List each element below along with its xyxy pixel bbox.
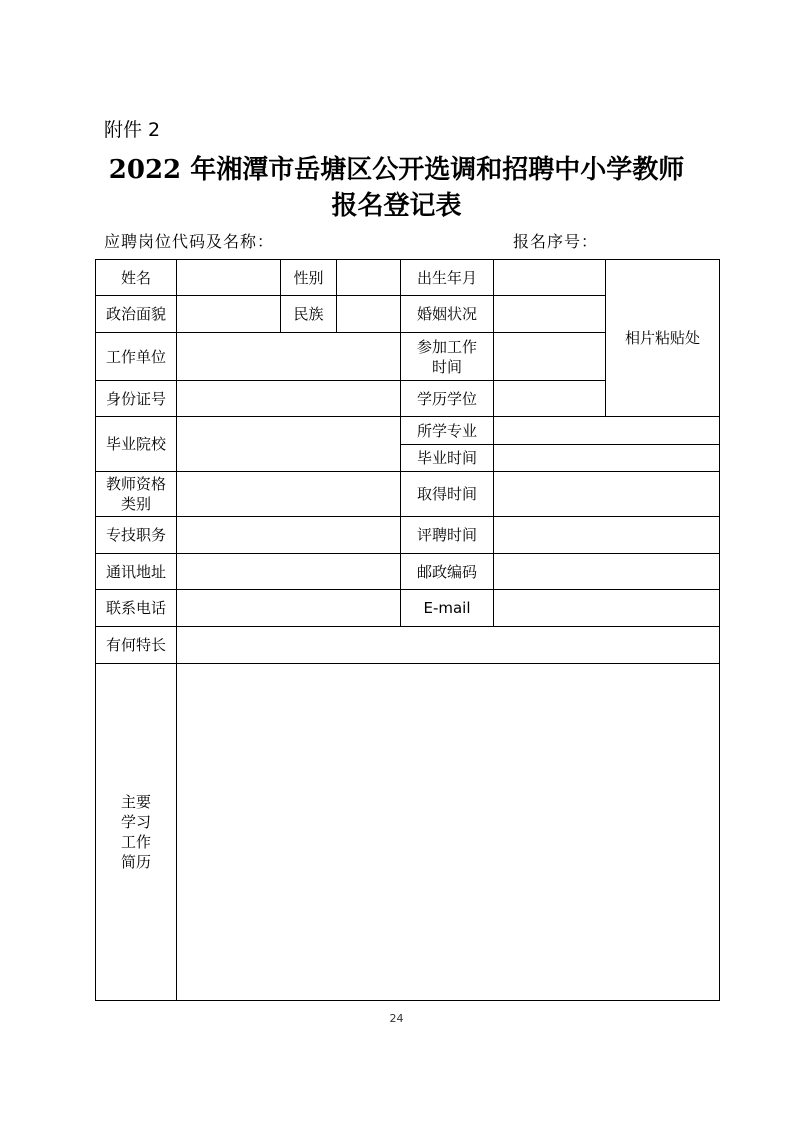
degree-field[interactable]	[494, 381, 606, 417]
teacher-cert-label-line1: 教师资格	[105, 475, 166, 493]
email-label: E-mail	[401, 590, 494, 627]
ethnicity-label: 民族	[281, 296, 337, 333]
title-position-label: 专技职务	[96, 517, 177, 554]
address-field[interactable]	[177, 554, 401, 590]
birth-field[interactable]	[494, 260, 606, 296]
obtain-time-label: 取得时间	[401, 472, 494, 517]
resume-label-line4: 简历	[120, 853, 151, 871]
serial-number-label: 报名序号：	[513, 232, 599, 251]
ethnicity-field[interactable]	[337, 296, 401, 333]
marital-label: 婚姻状况	[401, 296, 494, 333]
work-start-label	[401, 333, 494, 381]
resume-field[interactable]	[177, 664, 720, 1001]
school-label: 毕业院校	[96, 417, 177, 472]
title-position-field[interactable]	[177, 517, 401, 554]
work-start-field[interactable]	[494, 333, 606, 381]
major-field[interactable]	[494, 417, 720, 445]
teacher-cert-field[interactable]	[177, 472, 401, 517]
registration-table	[95, 259, 720, 1001]
work-start-label-line2: 时间	[431, 357, 462, 376]
address-label: 通讯地址	[96, 554, 177, 590]
photo-area[interactable]: 相片粘贴处	[606, 260, 720, 417]
political-label: 政治面貌	[96, 296, 177, 333]
resume-label-line2: 学习	[120, 813, 151, 831]
gender-field[interactable]	[337, 260, 401, 296]
degree-label: 学历学位	[401, 381, 494, 417]
form-title: 2022 年湘潭市岳塘区公开选调和招聘中小学教师	[108, 155, 685, 185]
gender-label: 性别	[281, 260, 337, 296]
employer-field[interactable]	[177, 333, 401, 381]
appoint-time-label: 评聘时间	[401, 517, 494, 554]
id-number-field[interactable]	[177, 381, 401, 417]
resume-label-line1: 主要	[120, 793, 151, 811]
specialty-label: 有何特长	[96, 627, 177, 664]
appoint-time-field[interactable]	[494, 517, 720, 554]
teacher-cert-label-line2: 类别	[120, 495, 151, 513]
postcode-label: 邮政编码	[401, 554, 494, 590]
position-code-label: 应聘岗位代码及名称：	[104, 232, 275, 251]
teacher-cert-label	[96, 472, 177, 517]
marital-field[interactable]	[494, 296, 606, 333]
phone-label: 联系电话	[96, 590, 177, 627]
name-label: 姓名	[96, 260, 177, 296]
obtain-time-field[interactable]	[494, 472, 720, 517]
work-start-label-line1: 参加工作	[416, 337, 477, 356]
page-number: 24	[389, 1012, 404, 1025]
postcode-field[interactable]	[494, 554, 720, 590]
resume-label-line3: 工作	[120, 833, 151, 851]
grad-time-label: 毕业时间	[401, 445, 494, 472]
resume-label	[96, 664, 177, 1001]
employer-label: 工作单位	[96, 333, 177, 381]
specialty-field[interactable]	[177, 627, 720, 664]
political-field[interactable]	[177, 296, 281, 333]
phone-field[interactable]	[177, 590, 401, 627]
birth-label: 出生年月	[401, 260, 494, 296]
email-field[interactable]	[494, 590, 720, 627]
attachment-label: 附件 2	[104, 119, 161, 141]
school-field[interactable]	[177, 417, 401, 472]
form-subtitle: 报名登记表	[331, 191, 462, 221]
id-number-label: 身份证号	[96, 381, 177, 417]
grad-time-field[interactable]	[494, 445, 720, 472]
name-field[interactable]	[177, 260, 281, 296]
major-label: 所学专业	[401, 417, 494, 445]
